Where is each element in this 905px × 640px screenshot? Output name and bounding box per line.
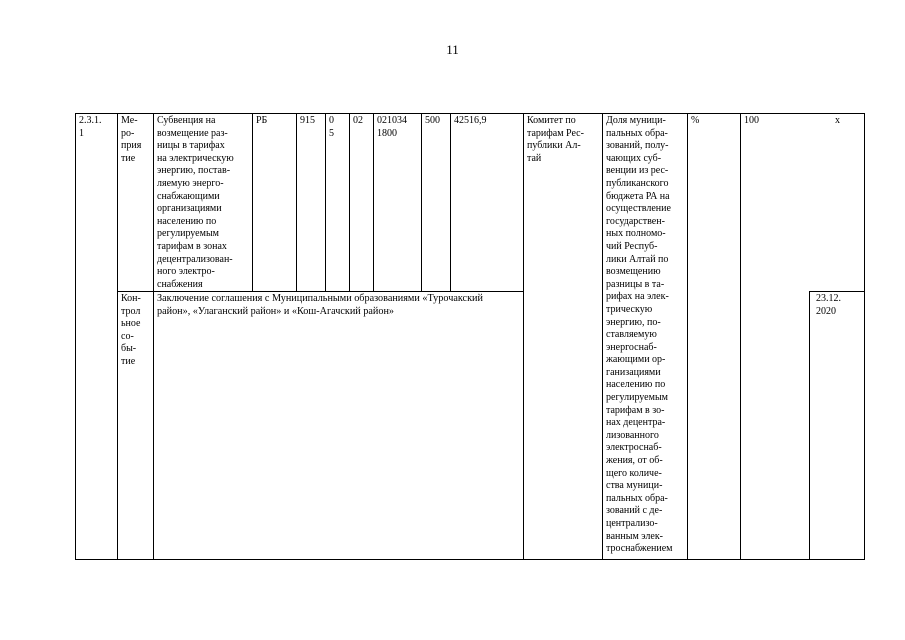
cell-date: х bbox=[835, 115, 840, 126]
cell-indicator: Доля муници- пальных обра- зований, полу- чающих суб- венции из рес- публиканского бюджета РА на осуществление государствен- ных полномо- чий Респуб- лики Алтай по возмещению разницы в та- рифах на элек- трическую энергию, по- ставляемую энергоснаб- жающими ор- ганизациями населению по регулируемым тарифам в зо- нах децентра- лизованного электроснаб- жения, от об- щего количе- ства муници- пальных обра- зований с де- централизо- ванным элек- троснабжением bbox=[606, 115, 673, 555]
cell-event-type: Ме- ро- прия тие bbox=[121, 115, 142, 164]
table-right-border bbox=[864, 113, 865, 560]
cell-event-name: Субвенция на возмещение раз- ницы в тарифах на электрическую энергию, постав- ляемую энерго- снабжающими организациями населению по регулируемым тарифам в зонах децентрализован- ного электро- снабжения bbox=[157, 115, 234, 290]
cell-amount: 42516,9 bbox=[454, 115, 487, 126]
cell-value: 100 bbox=[744, 115, 759, 126]
cell-budget: РБ bbox=[256, 115, 268, 126]
cell-unit: % bbox=[691, 115, 700, 126]
cell-target-article: 021034 1800 bbox=[377, 115, 407, 139]
cell-control-event-type: Кон- трол ьное со- бы- тие bbox=[121, 293, 141, 367]
cell-code: 2.3.1. 1 bbox=[79, 115, 102, 139]
cell-grbs: 915 bbox=[300, 115, 315, 126]
cell-section: 0 5 bbox=[329, 115, 334, 139]
cell-expense-type: 500 bbox=[425, 115, 440, 126]
cell-subsection: 02 bbox=[353, 115, 363, 126]
cell-control-event-description: Заключение соглашения с Муниципальными образованиями «Турочакский район», «Улаганский район» и «Кош-Агачский район» bbox=[157, 293, 483, 317]
cell-executor: Комитет по тарифам Рес- публики Ал- тай bbox=[527, 115, 584, 164]
page-number: 11 bbox=[446, 42, 459, 57]
cell-control-event-date: 23.12. 2020 bbox=[816, 293, 841, 317]
table-bottom-border bbox=[75, 559, 865, 560]
